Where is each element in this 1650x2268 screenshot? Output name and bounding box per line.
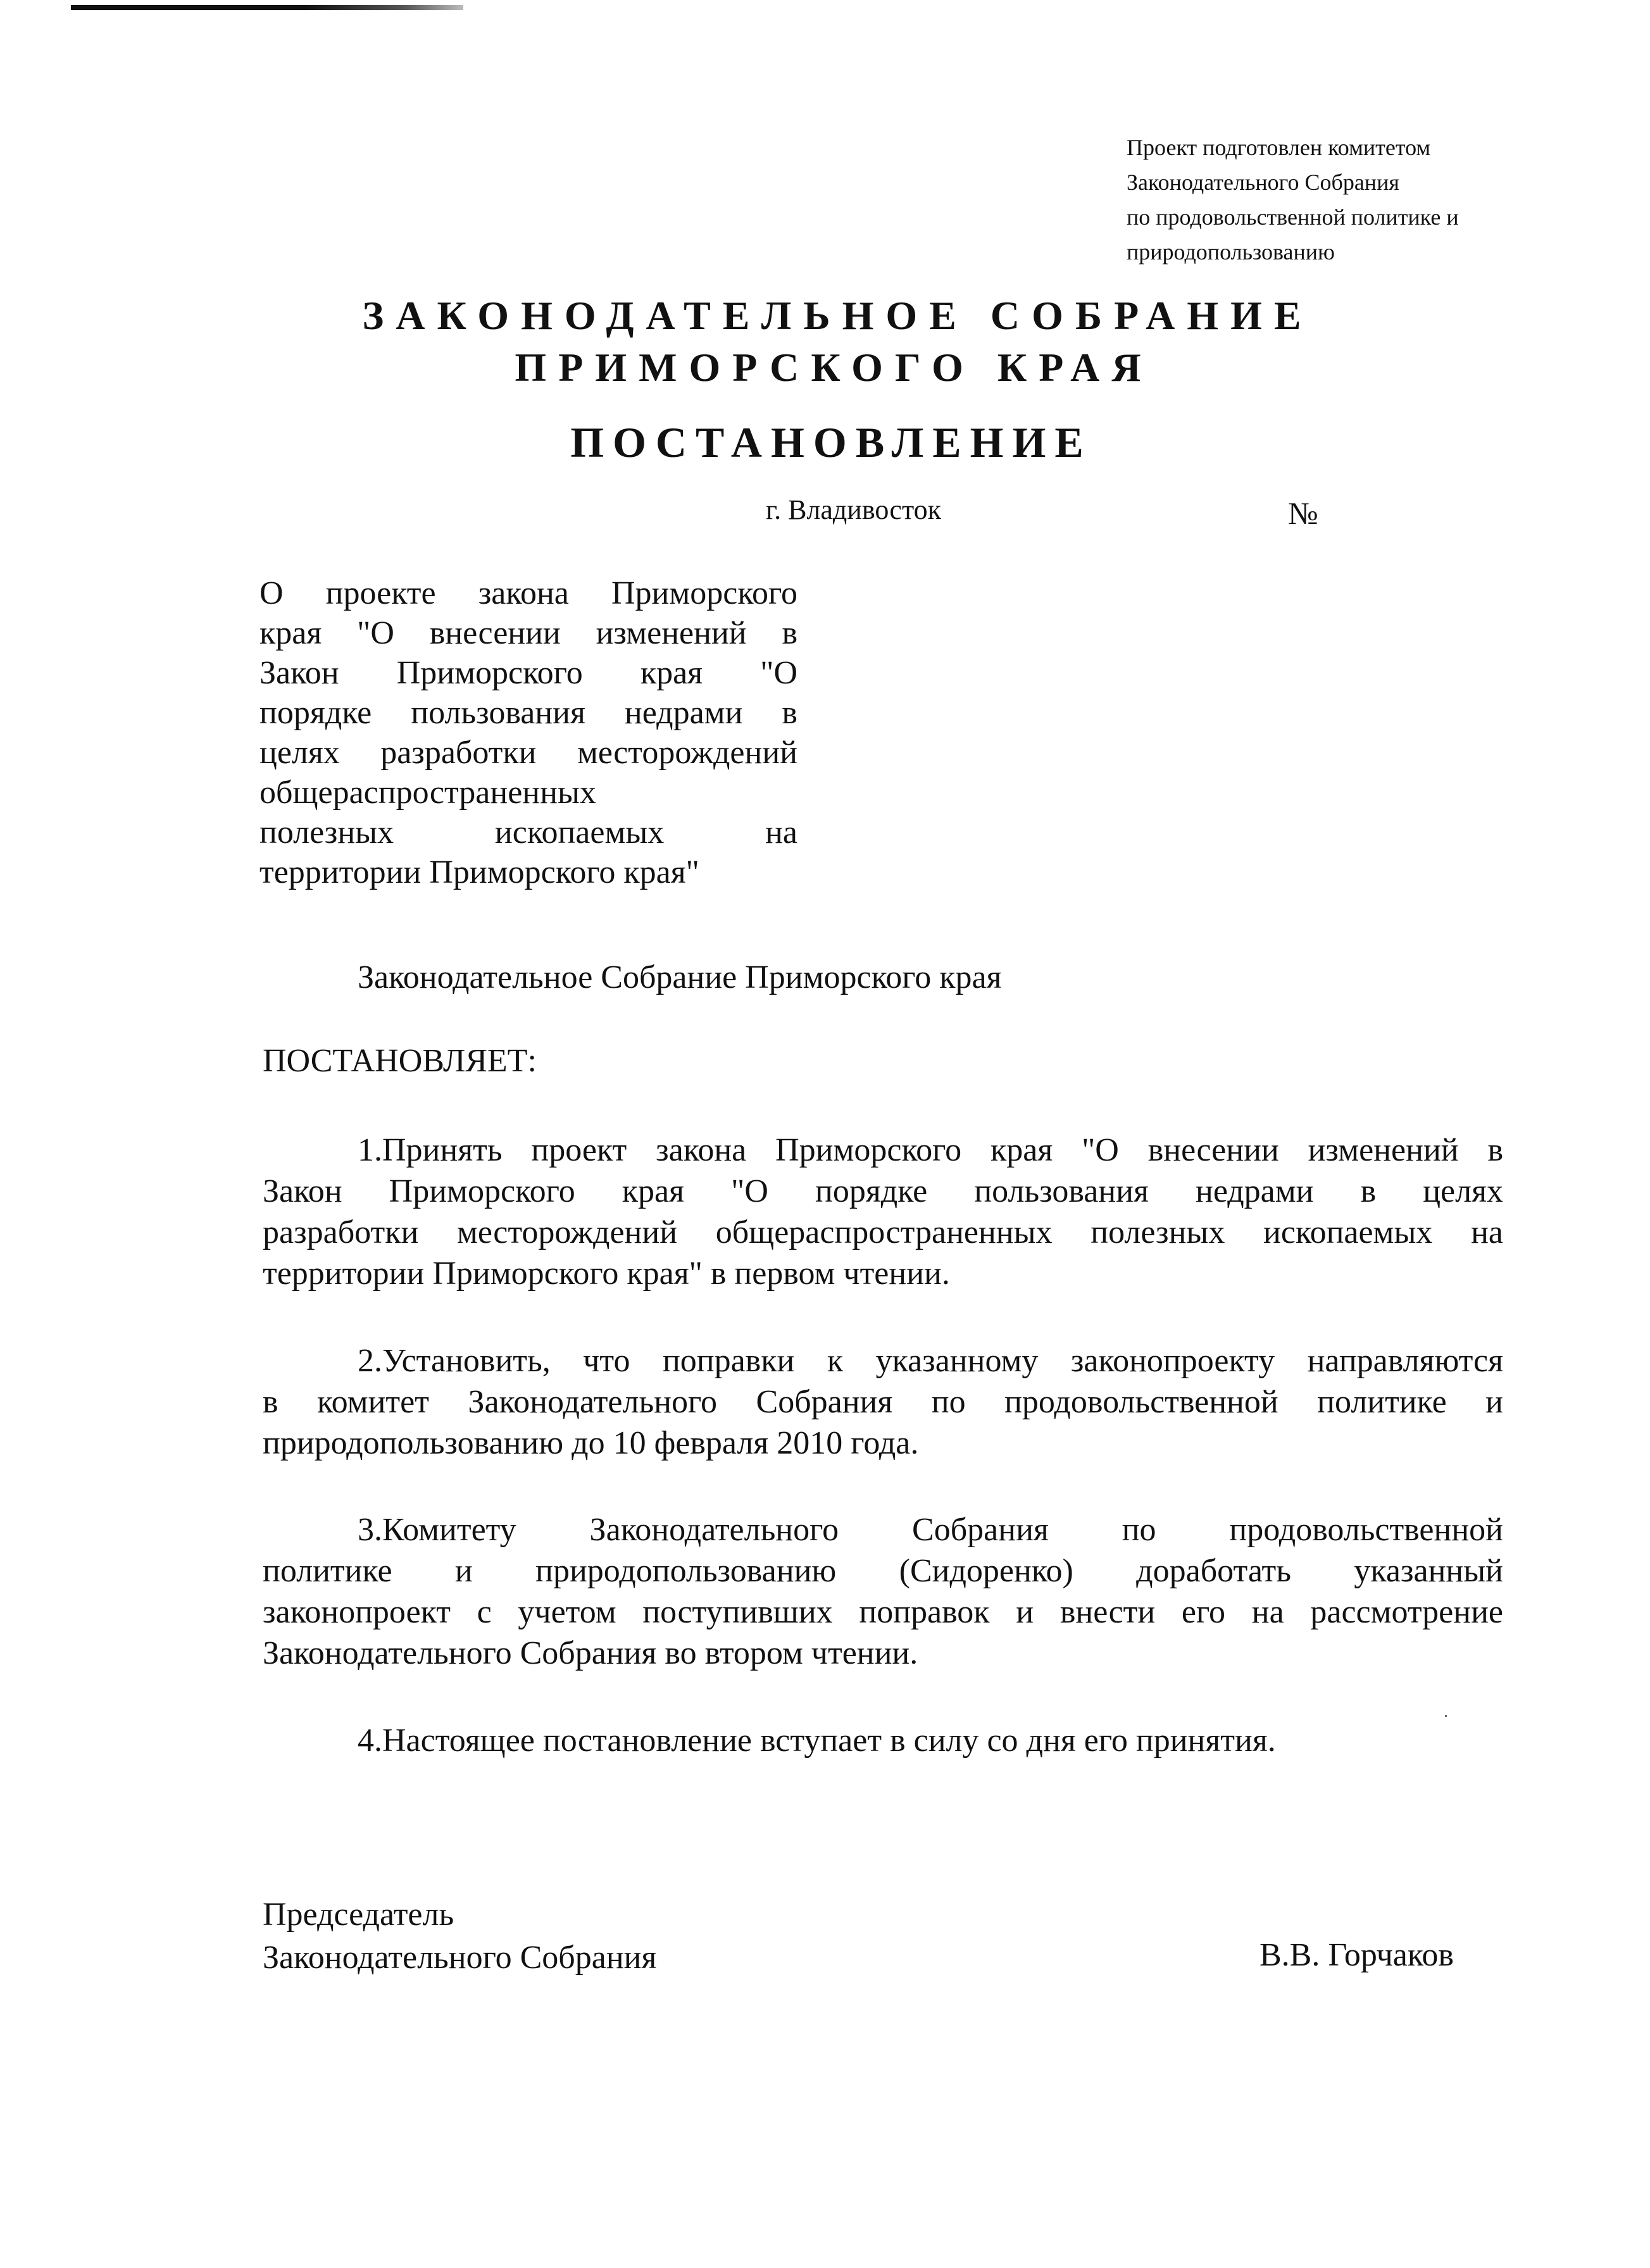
resolution-paragraph-3 xyxy=(263,1509,1503,1674)
scan-artifact-line xyxy=(71,5,463,10)
organization-title-line2: ПРИМОРСКОГО КРАЯ xyxy=(515,345,1153,390)
paragraph-line: 3.Комитету Законодательного Собрания по продовольственной xyxy=(358,1512,1503,1548)
paragraph-line: 1.Принять проект закона Приморского края "О внесении изменений в xyxy=(358,1132,1503,1168)
paragraph-line: в комитет Законодательного Собрания по продовольственной политике и xyxy=(263,1384,1503,1420)
paragraph-line: Законодательного Собрания во втором чтении. xyxy=(263,1635,918,1671)
prepared-note-line: Законодательного Собрания xyxy=(1127,170,1399,195)
paragraph-line: 2.Установить, что поправки к указанному законопроекту направляются xyxy=(358,1343,1503,1379)
paragraph-line: территории Приморского края" в первом чтении. xyxy=(263,1256,950,1292)
scan-speck xyxy=(1445,1715,1447,1717)
prepared-note-line: природопользованию xyxy=(1127,239,1335,265)
resolution-paragraph-4 xyxy=(263,1720,1503,1761)
resolution-paragraph-1 xyxy=(263,1130,1503,1294)
subject-line: края "О внесении изменений в xyxy=(259,615,797,651)
subject-line: О проекте закона Приморского xyxy=(259,575,797,611)
paragraph-line: 4.Настоящее постановление вступает в силу со дня его принятия. xyxy=(358,1723,1276,1759)
subject-line: порядке пользования недрами в xyxy=(259,695,797,731)
paragraph-line: политике и природопользованию (Сидоренко) доработать указанный xyxy=(263,1553,1503,1589)
resolution-paragraph-2 xyxy=(263,1340,1503,1464)
paragraph-line: природопользованию до 10 февраля 2010 года. xyxy=(263,1425,919,1461)
prepared-note-line: Проект подготовлен комитетом xyxy=(1127,135,1431,160)
paragraph-line: разработки месторождений общераспространенных полезных ископаемых на xyxy=(263,1214,1503,1250)
document-number-label: № xyxy=(1288,495,1318,531)
signer-position xyxy=(263,1893,656,1979)
subject-line: Закон Приморского края "О xyxy=(259,655,797,691)
document-type-title: ПОСТАНОВЛЕНИЕ xyxy=(570,418,1092,466)
city-label: г. Владивосток xyxy=(766,494,941,525)
subject-line: территории Приморского края" xyxy=(259,854,699,890)
signer-position-line2: Законодательного Собрания xyxy=(263,1940,657,1976)
prepared-note-line: по продовольственной политике и xyxy=(1127,204,1459,230)
organization-title-line1: ЗАКОНОДАТЕЛЬНОЕ СОБРАНИЕ xyxy=(362,293,1313,338)
subject-line: полезных ископаемых на xyxy=(259,814,797,850)
subject-line: целях разработки месторождений xyxy=(259,735,797,771)
signer-position-line1: Председатель xyxy=(263,1897,454,1933)
paragraph-line: Закон Приморского края "О порядке пользования недрами в целях xyxy=(263,1173,1503,1209)
document-subject xyxy=(259,573,797,892)
subject-line: общераспространенных xyxy=(259,775,596,811)
paragraph-line: законопроект с учетом поступивших поправок и внести его на рассмотрение xyxy=(263,1594,1503,1630)
assembly-phrase: Законодательное Собрание Приморского края xyxy=(358,959,1002,995)
prepared-by-note xyxy=(1127,130,1570,270)
signer-name: В.В. Горчаков xyxy=(1259,1937,1454,1973)
decides-heading: ПОСТАНОВЛЯЕТ: xyxy=(263,1043,537,1079)
